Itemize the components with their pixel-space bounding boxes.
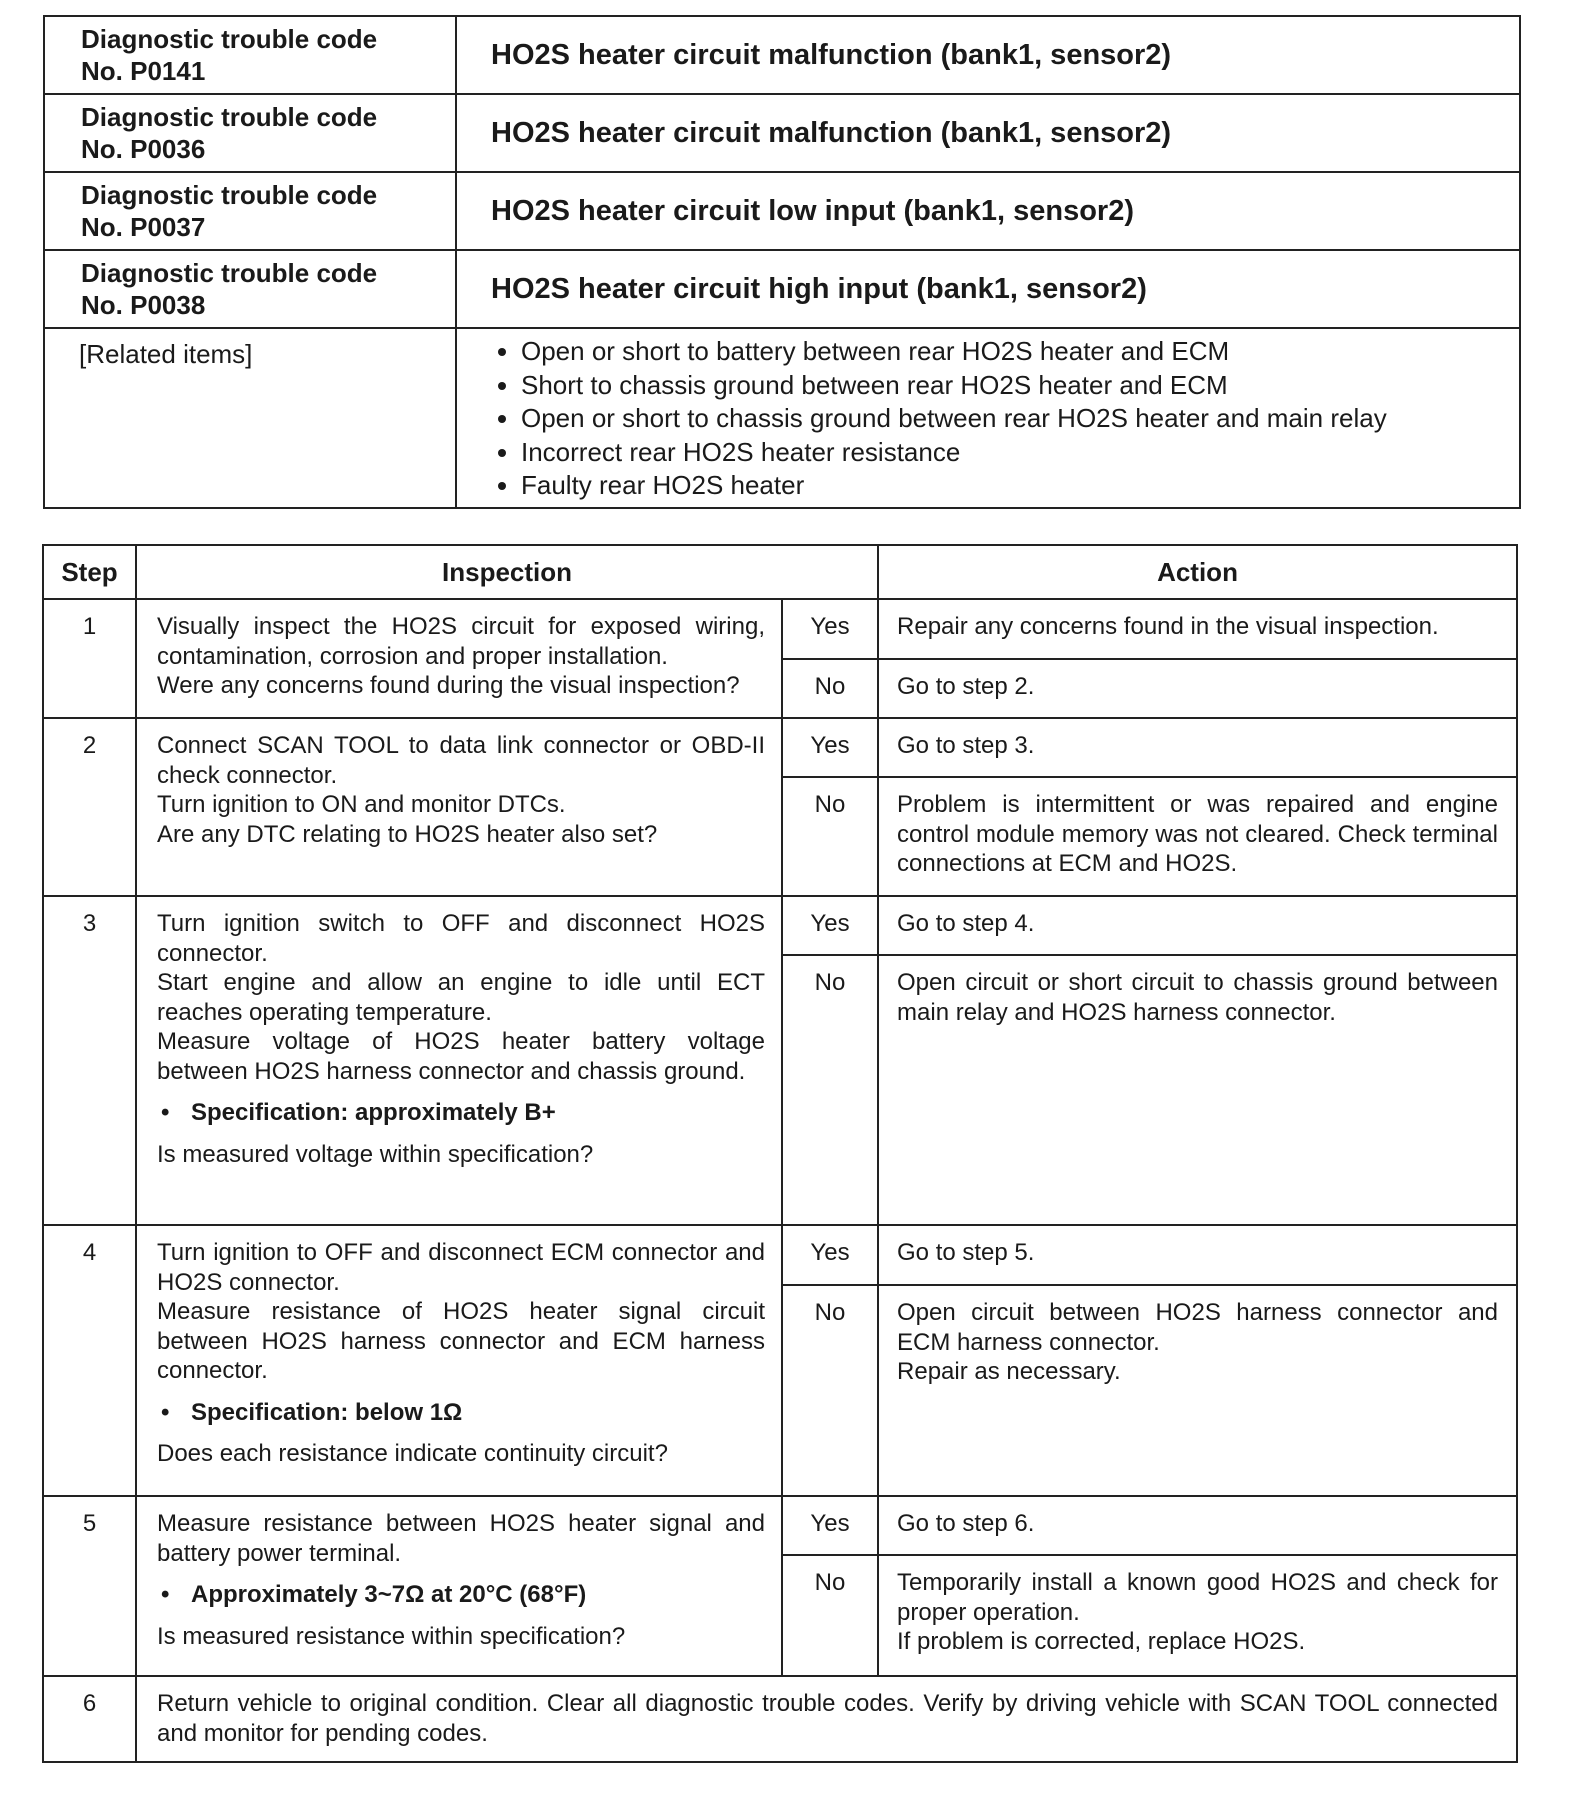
related-item: • Faulty rear HO2S heater: [521, 469, 1519, 503]
inspection-cell: [136, 599, 782, 718]
dtc-code-label: Diagnostic trouble code: [81, 258, 378, 288]
inspection-text: Connect SCAN TOOL to data link connector or OBD-II check connector.: [157, 732, 765, 789]
action-text: Open circuit between HO2S harness connector and ECM harness connector.: [897, 1299, 1498, 1356]
action-text: Go to step 5.: [897, 1239, 1035, 1266]
action-text: Open circuit or short circuit to chassis ground between main relay and HO2S harness connector.: [897, 969, 1498, 1026]
specification-text: Specification: below 1Ω: [191, 1398, 463, 1426]
related-item: • Open or short to chassis ground between rear HO2S heater and main relay: [521, 402, 1519, 436]
dtc-code-number: No. P0141: [81, 56, 206, 86]
yes-action: [878, 1225, 1517, 1285]
no-label: No: [782, 777, 878, 896]
final-step-text: Return vehicle to original condition. Clear all diagnostic trouble codes. Verify by driving vehicle with SCAN TOOL connected and monitor for pending codes.: [136, 1676, 1517, 1762]
bullet-icon: •: [161, 1398, 170, 1426]
action-text: Repair as necessary.: [897, 1358, 1121, 1385]
yes-label: Yes: [782, 718, 878, 777]
action-text: If problem is corrected, replace HO2S.: [897, 1628, 1306, 1655]
inspection-cell: [136, 896, 782, 1225]
inspection-question: Does each resistance indicate continuity circuit?: [157, 1440, 668, 1467]
step-number: 3: [43, 896, 136, 1225]
inspection-text: Start engine and allow an engine to idle until ECT reaches operating temperature.: [157, 969, 765, 1026]
dtc-code-number: No. P0036: [81, 134, 206, 164]
related-items-row: [44, 328, 1520, 508]
specification: [157, 1580, 765, 1610]
inspection-text: Visually inspect the HO2S circuit for exposed wiring, contamination, corrosion and proper installation.: [157, 613, 765, 670]
action-text: Go to step 6.: [897, 1510, 1035, 1537]
no-label: No: [782, 1285, 878, 1496]
dtc-row: [44, 16, 1520, 94]
step-number: 6: [43, 1676, 136, 1762]
no-action: [878, 955, 1517, 1225]
inspection-question: Is measured resistance within specification?: [157, 1622, 626, 1650]
specification: [157, 1098, 765, 1128]
dtc-code-label: Diagnostic trouble code: [81, 180, 378, 210]
yes-action: [878, 1496, 1517, 1555]
dtc-row: [44, 94, 1520, 172]
related-items-cell: [456, 328, 1520, 508]
dtc-table: [43, 15, 1521, 509]
dtc-row: [44, 172, 1520, 250]
action-text: Repair any concerns found in the visual inspection.: [897, 613, 1439, 640]
step-table-header-row: [43, 545, 1517, 599]
specification-text: Approximately 3~7Ω at 20°C (68°F): [191, 1581, 587, 1608]
bullet-icon: •: [161, 1099, 170, 1126]
action-text: Temporarily install a known good HO2S and check for proper operation.: [897, 1569, 1498, 1626]
step-table: [42, 544, 1518, 1763]
yes-action: [878, 896, 1517, 955]
step-number: 4: [43, 1225, 136, 1496]
dtc-title: HO2S heater circuit high input (bank1, sensor2): [456, 250, 1520, 328]
dtc-code-cell: [44, 16, 456, 94]
dtc-title: HO2S heater circuit malfunction (bank1, sensor2): [456, 16, 1520, 94]
inspection-question: Were any concerns found during the visual inspection?: [157, 672, 740, 699]
inspection-cell: [136, 1496, 782, 1676]
inspection-column-header: Inspection: [136, 545, 878, 599]
inspection-text: Measure resistance of HO2S heater signal circuit between HO2S harness connector and ECM harness connector.: [157, 1298, 765, 1384]
dtc-code-number: No. P0037: [81, 212, 206, 242]
dtc-code-cell: [44, 250, 456, 328]
step-number: 2: [43, 718, 136, 896]
step-row: [43, 1225, 1517, 1285]
specification-text: Specification: approximately B+: [191, 1099, 556, 1126]
action-text: Go to step 2.: [897, 673, 1035, 700]
action-column-header: Action: [878, 545, 1517, 599]
inspection-text: Measure voltage of HO2S heater battery voltage between HO2S harness connector and chassis ground.: [157, 1028, 765, 1085]
step-row: [43, 599, 1517, 659]
no-action: [878, 1285, 1517, 1496]
dtc-code-label: Diagnostic trouble code: [81, 24, 378, 54]
yes-label: Yes: [782, 1496, 878, 1555]
related-item: • Incorrect rear HO2S heater resistance: [521, 436, 1519, 470]
inspection-text: Measure resistance between HO2S heater signal and battery power terminal.: [157, 1510, 765, 1567]
dtc-row: [44, 250, 1520, 328]
action-text: Go to step 3.: [897, 732, 1035, 759]
no-label: No: [782, 659, 878, 718]
no-action: [878, 659, 1517, 718]
step-row: [43, 718, 1517, 777]
no-action: [878, 1555, 1517, 1676]
inspection-question: Are any DTC relating to HO2S heater also set?: [157, 820, 658, 848]
dtc-code-cell: [44, 94, 456, 172]
related-item: • Short to chassis ground between rear HO2S heater and ECM: [521, 369, 1519, 403]
step-column-header: Step: [43, 545, 136, 599]
yes-label: Yes: [782, 896, 878, 955]
yes-label: Yes: [782, 1225, 878, 1285]
step-row: [43, 1676, 1517, 1762]
step-row: [43, 1496, 1517, 1555]
no-action: [878, 777, 1517, 896]
no-label: No: [782, 955, 878, 1225]
yes-action: [878, 718, 1517, 777]
step-number: 1: [43, 599, 136, 718]
action-text: Go to step 4.: [897, 910, 1035, 937]
related-item: • Open or short to battery between rear HO2S heater and ECM: [521, 335, 1519, 369]
inspection-text: Turn ignition to OFF and disconnect ECM connector and HO2S connector.: [157, 1239, 765, 1296]
bullet-icon: •: [161, 1581, 170, 1608]
related-items-label: [Related items]: [44, 328, 456, 508]
related-items-list: [491, 335, 1519, 503]
dtc-code-cell: [44, 172, 456, 250]
inspection-cell: [136, 718, 782, 896]
yes-label: Yes: [782, 599, 878, 659]
yes-action: [878, 599, 1517, 659]
dtc-title: HO2S heater circuit malfunction (bank1, sensor2): [456, 94, 1520, 172]
inspection-text: Turn ignition to ON and monitor DTCs.: [157, 791, 566, 818]
dtc-title: HO2S heater circuit low input (bank1, sensor2): [456, 172, 1520, 250]
inspection-text: Turn ignition switch to OFF and disconnect HO2S connector.: [157, 910, 765, 967]
inspection-question: Is measured voltage within specification?: [157, 1140, 594, 1168]
step-row: [43, 896, 1517, 955]
no-label: No: [782, 1555, 878, 1676]
dtc-code-label: Diagnostic trouble code: [81, 102, 378, 132]
step-number: 5: [43, 1496, 136, 1676]
action-text: Problem is intermittent or was repaired and engine control module memory was not cleared. Check terminal connections at ECM and HO2S.: [897, 791, 1498, 877]
specification: [157, 1398, 765, 1428]
dtc-code-number: No. P0038: [81, 290, 206, 320]
inspection-cell: [136, 1225, 782, 1496]
